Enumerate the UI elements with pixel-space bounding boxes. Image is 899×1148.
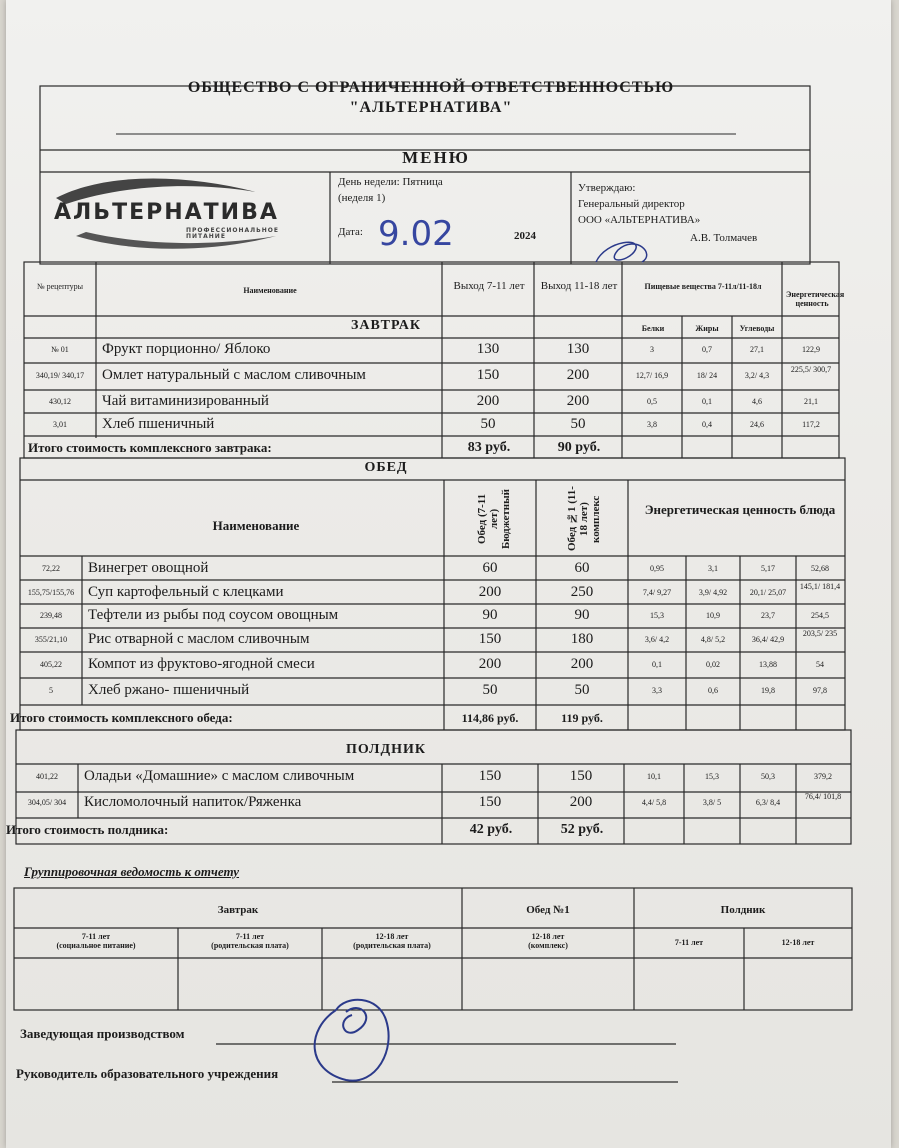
row-recipe-number: 3,01 xyxy=(53,420,67,429)
row-energy: 52,68 xyxy=(811,564,829,573)
row-energy: 97,8 xyxy=(813,686,827,695)
row-recipe-number: 5 xyxy=(49,686,53,695)
row-recipe-number: 72,22 xyxy=(42,564,60,573)
row-protein: 0,95 xyxy=(650,564,664,573)
breakfast-total-1: 83 руб. xyxy=(467,440,511,455)
row-protein: 4,4/ 5,8 xyxy=(641,798,667,807)
row-energy: 379,2 xyxy=(814,772,832,781)
row-fat: 3,8/ 5 xyxy=(702,798,722,807)
row-energy: 21,1 xyxy=(804,397,818,406)
row-dish-name: Рис отварной с маслом сливочным xyxy=(88,631,310,647)
row-recipe-number: 239,48 xyxy=(40,611,62,620)
row-out-1: 50 xyxy=(480,416,496,432)
row-protein: 0,1 xyxy=(652,660,662,669)
summary-breakfast: Завтрак xyxy=(217,904,259,916)
row-protein: 3,8 xyxy=(647,420,657,429)
row-out-1: 150 xyxy=(478,768,502,784)
section-breakfast: ЗАВТРАК xyxy=(350,318,421,333)
summary-c5: 7-11 лет xyxy=(674,938,704,947)
col-recipe: № рецептуры xyxy=(36,282,84,291)
row-energy: 76,4/ 101,8 xyxy=(804,792,842,801)
row-carb: 23,7 xyxy=(761,611,775,620)
summary-c3-note: (родительская плата) xyxy=(353,941,431,950)
row-fat: 3,9/ 4,92 xyxy=(698,588,728,597)
lunch-total-1: 114,86 руб. xyxy=(461,711,519,725)
row-out-2: 60 xyxy=(574,560,590,576)
row-carb: 13,88 xyxy=(759,660,777,669)
row-out-1: 200 xyxy=(478,656,502,672)
row-recipe-number: № 01 xyxy=(51,345,69,354)
row-fat: 3,1 xyxy=(708,564,718,573)
day-of-week: День недели: Пятница xyxy=(338,176,443,188)
summary-c1-note: (социальное питание) xyxy=(56,941,136,950)
company-name xyxy=(46,78,816,118)
row-dish-name: Кисломолочный напиток/Ряженка xyxy=(84,794,302,810)
summary-title: Группировочная ведомость к отчету xyxy=(24,864,240,879)
sub-protein: Белки xyxy=(641,324,665,333)
row-fat: 15,3 xyxy=(705,772,719,781)
row-fat: 0,1 xyxy=(702,397,712,406)
row-dish-name: Тефтели из рыбы под соусом овощным xyxy=(88,607,339,623)
row-out-1: 150 xyxy=(478,631,502,647)
row-recipe-number: 155,75/155,76 xyxy=(27,588,75,597)
row-out-1: 200 xyxy=(476,393,500,409)
date-handwritten: 9.02 xyxy=(378,214,454,254)
logo-text: АЛЬТЕРНАТИВА xyxy=(54,200,279,225)
summary-c3-age: 12-18 лет xyxy=(375,932,409,941)
company-line-1: ОБЩЕСТВО С ОГРАНИЧЕННОЙ ОТВЕТСТВЕННОСТЬЮ xyxy=(187,79,675,96)
row-protein: 3 xyxy=(650,345,654,354)
row-protein: 15,3 xyxy=(650,611,664,620)
row-protein: 7,4/ 9,27 xyxy=(642,588,672,597)
lunch-col-name: Наименование xyxy=(212,518,300,533)
row-dish-name: Компот из фруктово-ягодной смеси xyxy=(88,656,315,672)
director-label: Руководитель образовательного учреждения xyxy=(16,1066,279,1081)
row-dish-name: Фрукт порционно/ Яблоко xyxy=(102,341,271,357)
production-manager-label: Заведующая производством xyxy=(20,1026,185,1041)
row-protein: 12,7/ 16,9 xyxy=(635,371,669,380)
row-energy: 145,1/ 181,4 xyxy=(799,582,841,591)
row-dish-name: Чай витаминизированный xyxy=(102,393,269,409)
row-out-2: 50 xyxy=(574,682,590,698)
row-protein: 10,1 xyxy=(647,772,661,781)
summary-c1 xyxy=(14,932,178,950)
row-out-2: 130 xyxy=(566,341,590,357)
row-carb: 5,17 xyxy=(761,564,775,573)
row-carb: 6,3/ 8,4 xyxy=(755,798,781,807)
row-carb: 36,4/ 42,9 xyxy=(751,635,785,644)
year: 2024 xyxy=(514,230,536,242)
summary-c2 xyxy=(178,932,322,950)
company-line-2: "АЛЬТЕРНАТИВА" xyxy=(349,99,513,116)
row-dish-name: Суп картофельный с клецками xyxy=(88,584,284,600)
row-fat: 4,8/ 5,2 xyxy=(700,635,726,644)
row-out-2: 250 xyxy=(570,584,594,600)
row-dish-name: Хлеб ржано- пшеничный xyxy=(88,682,250,698)
row-out-1: 90 xyxy=(482,607,498,623)
row-fat: 0,7 xyxy=(702,345,712,354)
menu-title: МЕНЮ xyxy=(402,148,470,167)
row-carb: 19,8 xyxy=(761,686,775,695)
row-protein: 3,6/ 4,2 xyxy=(644,635,670,644)
summary-c3 xyxy=(322,932,462,950)
row-fat: 18/ 24 xyxy=(696,371,718,380)
row-fat: 0,6 xyxy=(708,686,718,695)
summary-c4-note: (комплекс) xyxy=(528,941,568,950)
row-out-2: 200 xyxy=(566,393,590,409)
summary-lunch: Обед №1 xyxy=(526,904,570,916)
lunch-total-label: Итого стоимость комплексного обеда: xyxy=(10,710,233,725)
approval-block xyxy=(578,180,700,228)
row-out-2: 200 xyxy=(570,656,594,672)
col-energy: Энергетическая ценность xyxy=(786,290,845,308)
row-out-2: 150 xyxy=(569,768,593,784)
summary-c1-age: 7-11 лет xyxy=(81,932,111,941)
row-out-1: 150 xyxy=(478,794,502,810)
row-out-1: 150 xyxy=(476,367,500,383)
approve-line-2: Генеральный директор xyxy=(578,198,685,210)
summary-c6: 12-18 лет xyxy=(781,938,815,947)
row-out-1: 60 xyxy=(482,560,498,576)
row-out-2: 200 xyxy=(569,794,593,810)
row-dish-name: Винегрет овощной xyxy=(88,560,209,576)
summary-c2-age: 7-11 лет xyxy=(235,932,265,941)
row-dish-name: Оладьи «Домашние» с маслом сливочным xyxy=(84,768,355,784)
lunch-col-out-2: Обед №1 (11-18 лет) комплекс xyxy=(566,486,602,552)
row-energy: 254,5 xyxy=(811,611,829,620)
summary-c4-age: 12-18 лет xyxy=(531,932,565,941)
snack-total-2: 52 руб. xyxy=(560,822,604,837)
row-recipe-number: 340,19/ 340,17 xyxy=(35,371,85,380)
row-fat: 0,4 xyxy=(702,420,712,429)
breakfast-total-label: Итого стоимость комплексного завтрака: xyxy=(28,440,272,455)
row-carb: 20,1/ 25,07 xyxy=(749,588,787,597)
director-signature xyxy=(596,242,647,262)
row-recipe-number: 430,12 xyxy=(49,397,71,406)
summary-c2-note: (родительская плата) xyxy=(211,941,289,950)
row-fat: 0,02 xyxy=(706,660,720,669)
row-recipe-number: 304,05/ 304 xyxy=(27,798,67,807)
row-recipe-number: 355/21,10 xyxy=(34,635,68,644)
approve-line-3: ООО «АЛЬТЕРНАТИВА» xyxy=(578,214,701,226)
menu-document xyxy=(6,0,891,1148)
summary-c4 xyxy=(462,932,634,950)
col-name: Наименование xyxy=(243,286,297,295)
col-out-2: Выход 11-18 лет xyxy=(540,280,618,292)
row-energy: 117,2 xyxy=(802,420,820,429)
row-protein: 3,3 xyxy=(652,686,662,695)
row-out-1: 200 xyxy=(478,584,502,600)
row-carb: 3,2/ 4,3 xyxy=(744,371,770,380)
sub-carb: Углеводы xyxy=(739,324,775,333)
week-number: (неделя 1) xyxy=(338,192,386,204)
production-signature xyxy=(315,1000,389,1081)
row-out-1: 50 xyxy=(482,682,498,698)
row-carb: 24,6 xyxy=(750,420,764,429)
lunch-col-energy: Энергетическая ценность блюда xyxy=(644,502,836,517)
row-out-2: 180 xyxy=(570,631,594,647)
row-fat: 10,9 xyxy=(706,611,720,620)
row-carb: 27,1 xyxy=(750,345,764,354)
col-out-1: Выход 7-11 лет xyxy=(453,280,525,292)
row-recipe-number: 405,22 xyxy=(40,660,62,669)
lunch-total-2: 119 руб. xyxy=(561,711,603,725)
row-out-1: 130 xyxy=(476,341,500,357)
approver-name: А.В. Толмачев xyxy=(690,232,758,244)
sub-fat: Жиры xyxy=(695,324,719,333)
row-energy: 225,5/ 300,7 xyxy=(790,365,832,374)
date-label: Дата: xyxy=(338,226,363,238)
row-energy: 122,9 xyxy=(802,345,820,354)
col-nutrients: Пищевые вещества 7-11л/11-18л xyxy=(644,282,762,291)
row-out-2: 200 xyxy=(566,367,590,383)
snack-total-1: 42 руб. xyxy=(469,822,513,837)
lunch-col-out-1: Обед (7-11 лет) Бюджетный xyxy=(476,489,512,549)
section-lunch: ОБЕД xyxy=(364,460,408,475)
row-carb: 4,6 xyxy=(752,397,762,406)
company-logo xyxy=(46,170,336,260)
row-energy: 54 xyxy=(816,660,824,669)
row-recipe-number: 401,22 xyxy=(36,772,58,781)
section-snack: ПОЛДНИК xyxy=(345,742,427,757)
row-dish-name: Хлеб пшеничный xyxy=(102,416,215,432)
snack-total-label: Итого стоимость полдника: xyxy=(6,822,169,837)
row-out-2: 90 xyxy=(574,607,590,623)
approve-line-1: Утверждаю: xyxy=(578,182,636,194)
row-protein: 0,5 xyxy=(647,397,657,406)
row-out-2: 50 xyxy=(570,416,586,432)
summary-snack: Полдник xyxy=(720,904,766,916)
row-carb: 50,3 xyxy=(761,772,775,781)
row-dish-name: Омлет натуральный с маслом сливочным xyxy=(102,367,366,383)
logo-subtext: ПРОФЕССИОНАЛЬНОЕ ПИТАНИЕ xyxy=(186,227,279,240)
breakfast-total-2: 90 руб. xyxy=(557,440,601,455)
row-energy: 203,5/ 235 xyxy=(802,629,838,638)
